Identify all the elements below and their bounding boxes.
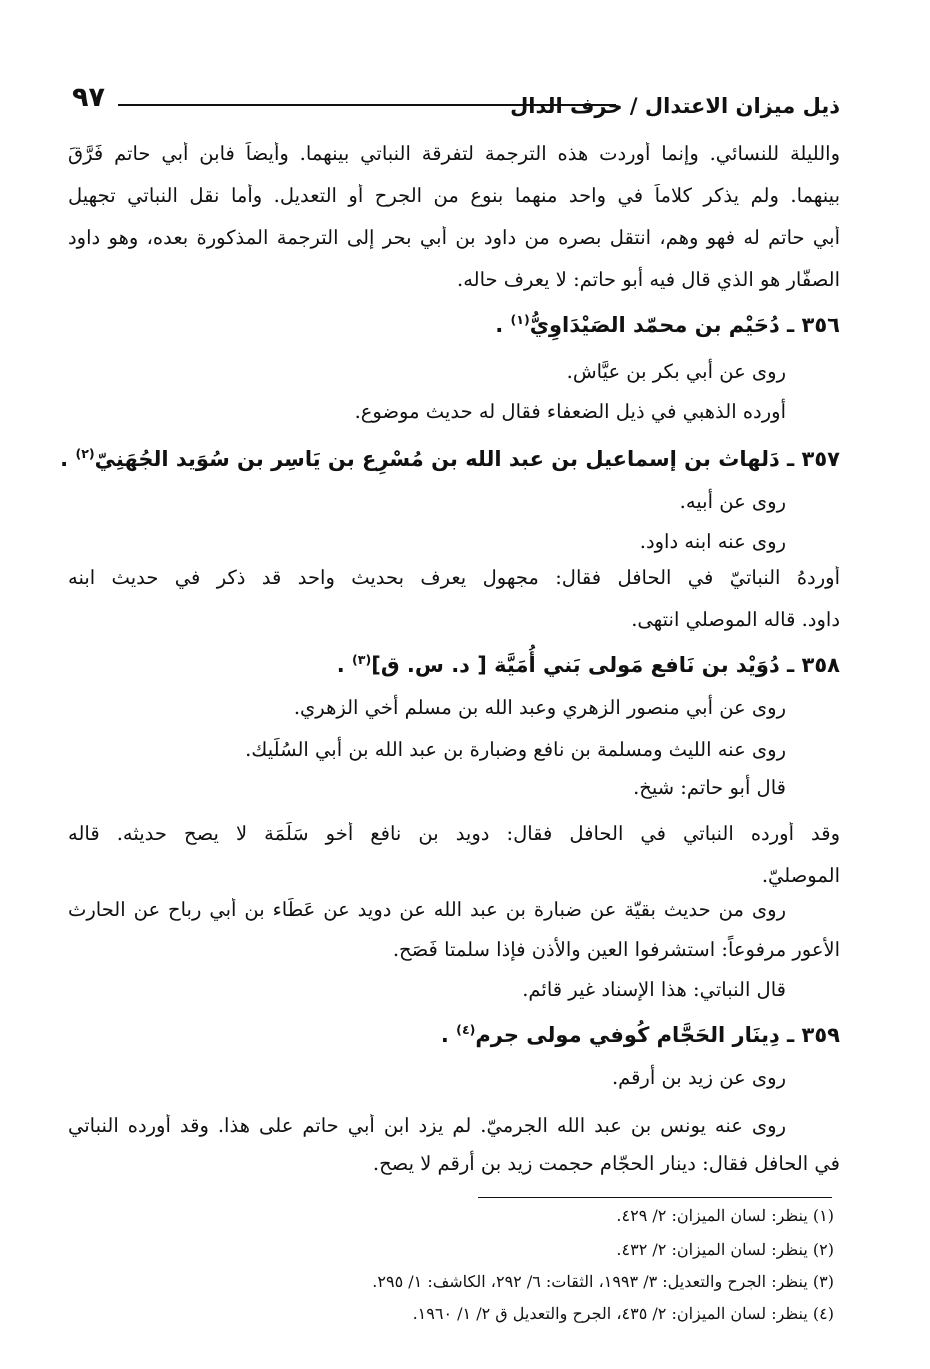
line-text: الصفّار هو الذي قال فيه أبو حاتم: لا يعرف حاله. — [457, 268, 840, 291]
text-line — [68, 226, 840, 254]
entry-heading — [495, 312, 840, 338]
footnote-line: (٢) ينظر: لسان الميزان: ٢/ ٤٣٢. — [616, 1240, 834, 1259]
line-text: وقد أورده النباتي في الحافل فقال: دويد بن نافع أخو سَلَمَة لا يصح حديثه. قاله — [68, 822, 840, 845]
text-line — [522, 978, 786, 1001]
header-rule — [118, 104, 616, 106]
entry-heading — [441, 1022, 840, 1048]
footnote-marker: (٢) — [75, 446, 95, 461]
line-text: روى عن أبيه. — [679, 490, 786, 513]
footnote-line: (٤) ينظر: لسان الميزان: ٢/ ٤٣٥، الجرح والتعديل ق ٢/ ١/ ١٩٦٠. — [412, 1304, 834, 1323]
line-end-punct: . — [60, 447, 76, 471]
line-text: بينهما. ولم يذكر كلاماً في واحد منهما بنوع من الجرح أو التعديل. وأما نقل النباتي تجهيل — [68, 184, 840, 207]
footnote-rule — [478, 1197, 832, 1198]
line-text: روى من حديث بقيّة عن ضبارة بن عبد الله عن دويد عن عَطَاء بن أبي رباح عن الحارث — [68, 898, 786, 921]
text-line — [762, 864, 840, 887]
text-line — [633, 776, 786, 799]
footnote-marker: (٤) — [456, 1022, 476, 1037]
text-line — [68, 184, 840, 212]
text-line — [294, 696, 786, 719]
line-text: الأعور مرفوعاً: استشرفوا العين والأذن فإذا سلمتا فَصَح. — [392, 938, 840, 961]
running-header-title: ذيل ميزان الاعتدال / حرف الدال — [510, 94, 840, 118]
footnote-line: (١) ينظر: لسان الميزان: ٢/ ٤٢٩. — [616, 1206, 834, 1225]
line-text: الموصليّ. — [761, 864, 840, 887]
line-text: أوردهُ النباتيّ في الحافل فقال: مجهول يعرف بحديث واحد قد ذكر في حديث ابنه — [68, 566, 840, 589]
line-text: روى عنه يونس بن عبد الله الجرميّ. لم يزد ابن أبي حاتم على هذا. وقد أورده النباتي — [68, 1114, 786, 1137]
text-line — [68, 566, 840, 594]
line-text: ٣٥٩ ـ دِينَار الحَجَّام كُوفي مولى جرم — [475, 1023, 840, 1047]
line-text: داود. قاله الموصلي انتهى. — [631, 608, 840, 631]
footnote-marker: (١) — [510, 312, 530, 327]
text-line — [68, 1114, 786, 1142]
text-line — [355, 400, 786, 423]
line-text: أبي حاتم له فهو وهم، انتقل بصره من داود بن أبي بحر إلى الترجمة المذكورة بعده، وهو داود — [68, 226, 840, 249]
text-line — [457, 268, 840, 291]
text-line — [567, 360, 786, 383]
line-text: روى عنه الليث ومسلمة بن نافع وضبارة بن عبد الله بن أبي السُلَيك. — [245, 738, 786, 761]
line-text: روى عن أبي بكر بن عيَّاش. — [566, 360, 786, 383]
text-line — [68, 142, 840, 170]
line-text: ٣٥٦ ـ دُحَيْم بن محمّد الصَيْدَاوِيُّ — [529, 313, 840, 337]
line-text: قال أبو حاتم: شيخ. — [633, 776, 786, 799]
footnote-marker: (٣) — [352, 652, 372, 667]
line-text: ٣٥٧ ـ دَلهاث بن إسماعيل بن عبد الله بن مُسْرِع بن يَاسِر بن سُوَيد الجُهَنِيّ — [94, 447, 840, 471]
text-line — [68, 822, 840, 850]
entry-heading — [60, 446, 840, 472]
line-text: روى عنه ابنه داود. — [639, 530, 786, 553]
footnote-line: (٣) ينظر: الجرح والتعديل: ٣/ ١٩٩٣، الثقات: ٦/ ٢٩٢، الكاشف: ١/ ٢٩٥. — [372, 1272, 834, 1291]
line-text: في الحافل فقال: دينار الحجّام حجمت زيد بن أرقم لا يصح. — [372, 1152, 840, 1175]
line-end-punct: . — [440, 1023, 457, 1047]
text-line — [612, 1066, 786, 1089]
line-text: روى عن أبي منصور الزهري وعبد الله بن مسلم أخي الزهري. — [293, 696, 786, 719]
text-line — [680, 490, 786, 513]
entry-heading — [337, 652, 840, 678]
text-line — [245, 738, 786, 761]
line-text: قال النباتي: هذا الإسناد غير قائم. — [522, 978, 786, 1001]
text-line — [640, 530, 786, 553]
text-line — [631, 608, 840, 631]
line-text: والليلة للنسائي. وإنما أوردت هذه الترجمة لتفرقة النباتي بينهما. وأيضاً فابن أبي حاتم فَرَّقَ — [68, 142, 840, 165]
text-line — [393, 938, 840, 961]
text-line — [68, 898, 786, 926]
line-end-punct: . — [495, 313, 511, 337]
text-line — [373, 1152, 840, 1175]
page-number: ٩٧ — [72, 82, 105, 113]
line-end-punct: . — [336, 653, 353, 677]
line-text: أورده الذهبي في ذيل الضعفاء فقال له حديث موضوع. — [354, 400, 786, 423]
line-text: روى عن زيد بن أرقم. — [611, 1066, 786, 1089]
line-text: ٣٥٨ ـ دُوَيْد بن نَافع مَولى بَني أُمَيَّة [ د. س. ق] — [371, 653, 840, 677]
